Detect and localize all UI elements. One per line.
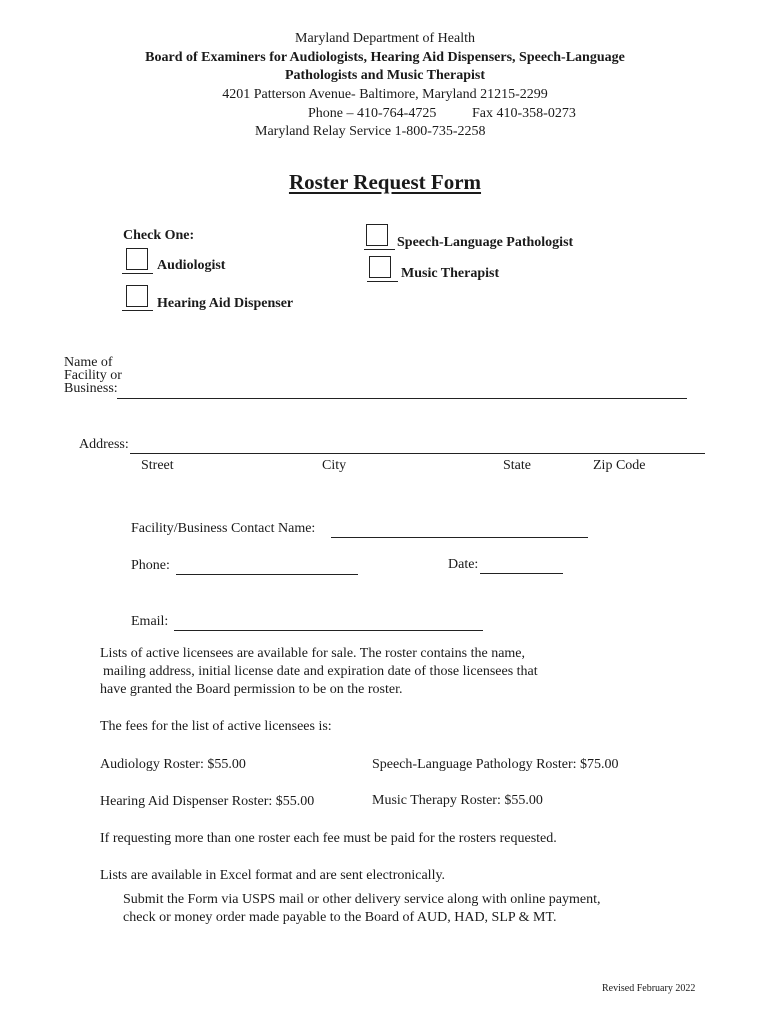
- roster-info-line-1: Lists of active licensees are available for sale. The roster contains the name,: [100, 646, 526, 661]
- address-field[interactable]: [130, 453, 705, 454]
- option-hearing-aid-dispenser-label: Hearing Aid Dispenser: [157, 296, 294, 311]
- contact-name-field[interactable]: [331, 537, 588, 538]
- roster-info-line-3: have granted the Board permission to be on the roster.: [100, 682, 403, 697]
- board-phone: Phone – 410-764-4725: [308, 106, 437, 121]
- submit-instructions-line-2: check or money order made payable to the Board of AUD, HAD, SLP & MT.: [123, 910, 557, 925]
- fee-hearing-aid-dispenser: Hearing Aid Dispenser Roster: $55.00: [100, 794, 315, 809]
- relay-service: Maryland Relay Service 1-800-735-2258: [255, 124, 486, 139]
- facility-label-line-3: Business:: [64, 381, 118, 396]
- checkbox-audiologist[interactable]: [122, 248, 156, 276]
- address-label: Address:: [79, 437, 129, 452]
- form-title: Roster Request Form: [288, 170, 482, 194]
- address-state-caption: State: [503, 458, 531, 473]
- board-name-line-1: Board of Examiners for Audiologists, Hearing Aid Dispensers, Speech-Language: [145, 50, 625, 65]
- email-field[interactable]: [174, 630, 483, 631]
- fee-slp: Speech-Language Pathology Roster: $75.00: [372, 757, 619, 772]
- facility-label-line-2: Facility or: [64, 368, 122, 383]
- date-label: Date:: [448, 557, 479, 572]
- option-slp-label: Speech-Language Pathologist: [397, 235, 574, 250]
- phone-field[interactable]: [176, 574, 358, 575]
- facility-name-field[interactable]: [117, 398, 687, 399]
- board-address: 4201 Patterson Avenue- Baltimore, Maryland 21215-2299: [222, 87, 548, 102]
- revision-date: Revised February 2022: [602, 983, 696, 994]
- option-music-therapist-label: Music Therapist: [401, 266, 500, 281]
- address-street-caption: Street: [141, 458, 174, 473]
- date-field[interactable]: [480, 573, 563, 574]
- fee-music-therapy: Music Therapy Roster: $55.00: [372, 793, 543, 808]
- board-fax: Fax 410-358-0273: [472, 106, 576, 121]
- facility-label-line-1: Name of: [64, 355, 113, 370]
- board-name-line-2: Pathologists and Music Therapist: [284, 68, 486, 83]
- checkbox-music-therapist[interactable]: [367, 256, 401, 284]
- contact-name-label: Facility/Business Contact Name:: [131, 521, 316, 536]
- fees-intro: The fees for the list of active licensees is:: [100, 719, 332, 734]
- phone-label: Phone:: [131, 558, 170, 573]
- checkbox-hearing-aid-dispenser[interactable]: [122, 285, 156, 313]
- address-city-caption: City: [322, 458, 347, 473]
- submit-instructions-line-1: Submit the Form via USPS mail or other delivery service along with online payment,: [123, 892, 601, 907]
- option-audiologist-label: Audiologist: [157, 258, 226, 273]
- check-one-label: Check One:: [123, 228, 195, 243]
- checkbox-speech-language-pathologist[interactable]: [364, 224, 398, 252]
- multiple-roster-note: If requesting more than one roster each fee must be paid for the rosters requested.: [100, 831, 557, 846]
- roster-info-line-2: mailing address, initial license date and expiration date of those licensees that: [103, 664, 538, 679]
- email-label: Email:: [131, 614, 169, 629]
- agency-name: Maryland Department of Health: [295, 31, 475, 46]
- excel-format-note: Lists are available in Excel format and are sent electronically.: [100, 868, 446, 883]
- fee-audiology: Audiology Roster: $55.00: [100, 757, 246, 772]
- address-zip-caption: Zip Code: [593, 458, 646, 473]
